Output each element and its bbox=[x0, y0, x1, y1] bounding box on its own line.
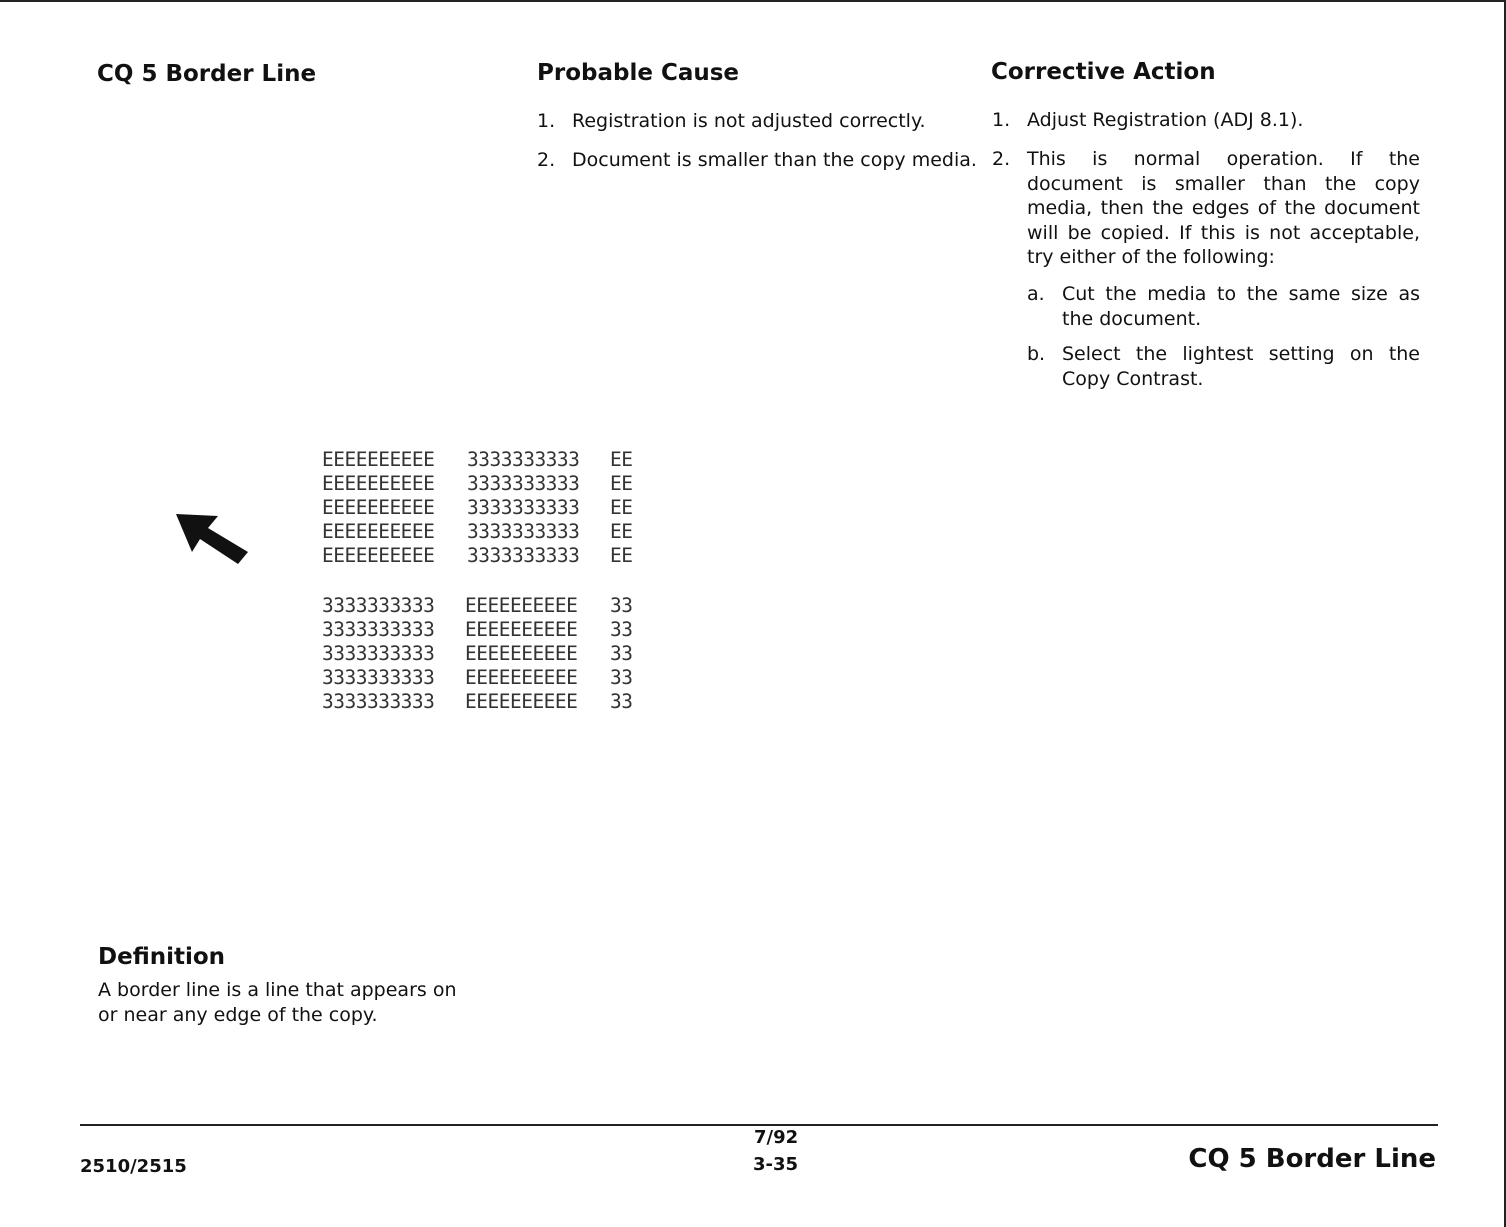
action-item-2-number: 2. bbox=[992, 148, 1011, 170]
sample-text: 3333333333 bbox=[322, 666, 435, 689]
definition-heading: Definition bbox=[98, 944, 226, 970]
sample-text: EE bbox=[610, 544, 633, 567]
action-subitem-a-letter: a. bbox=[1027, 283, 1045, 305]
sample-text: EEEEEEEEEE bbox=[322, 472, 435, 495]
cause-item-2-number: 2. bbox=[537, 149, 556, 171]
cause-item-1-text: Registration is not adjusted correctly. bbox=[572, 110, 926, 132]
sample-text: 3333333333 bbox=[322, 618, 435, 641]
definition-text: A border line is a line that appears on or near any edge of the copy. bbox=[98, 979, 457, 1026]
action-subitem-a-text: Cut the media to the same size as the document. bbox=[1062, 283, 1420, 330]
corrective-action-heading: Corrective Action bbox=[991, 59, 1216, 85]
sample-text: 3333333333 bbox=[467, 544, 580, 567]
cause-item-1 bbox=[537, 109, 957, 135]
sample-text: 3333333333 bbox=[467, 472, 580, 495]
sample-text: 3333333333 bbox=[467, 520, 580, 543]
page-border-top bbox=[0, 0, 1506, 2]
footer-model-number: 2510/2515 bbox=[80, 1156, 187, 1177]
sample-text: 3333333333 bbox=[467, 448, 580, 471]
action-item-1-number: 1. bbox=[992, 109, 1011, 131]
sample-text: EE bbox=[610, 496, 633, 519]
sample-text: 33 bbox=[610, 690, 633, 713]
sample-text: EEEEEEEEEE bbox=[465, 618, 578, 641]
action-item-1 bbox=[992, 108, 1422, 134]
action-subitem-b-text: Select the lightest setting on the Copy Contrast. bbox=[1062, 343, 1420, 390]
sample-text: 3333333333 bbox=[322, 594, 435, 617]
action-item-2-text: This is normal operation. If the document is smaller than the copy media, then the edges of the document will be copied. If this is not acceptable, try either of the following: bbox=[1027, 148, 1420, 268]
cause-item-2-text: Document is smaller than the copy media. bbox=[572, 149, 977, 171]
sample-text: 3333333333 bbox=[467, 496, 580, 519]
probable-cause-heading: Probable Cause bbox=[537, 60, 740, 86]
sample-text: EE bbox=[610, 448, 633, 471]
sample-text: EE bbox=[610, 472, 633, 495]
sample-text: EEEEEEEEEE bbox=[465, 690, 578, 713]
footer-page-number: 3-35 bbox=[753, 1154, 799, 1175]
sample-text: 3333333333 bbox=[322, 690, 435, 713]
sample-text: 33 bbox=[610, 594, 633, 617]
page-title: CQ 5 Border Line bbox=[97, 61, 317, 87]
sample-text: EEEEEEEEEE bbox=[322, 544, 435, 567]
sample-text: 33 bbox=[610, 618, 633, 641]
sample-text: EEEEEEEEEE bbox=[465, 642, 578, 665]
sample-text: EE bbox=[610, 520, 633, 543]
sample-text: 3333333333 bbox=[322, 642, 435, 665]
sample-copy-image bbox=[322, 448, 652, 718]
sample-text: 33 bbox=[610, 642, 633, 665]
cause-item-2 bbox=[537, 148, 977, 174]
action-item-2 bbox=[992, 147, 1422, 272]
sample-text: EEEEEEEEEE bbox=[322, 496, 435, 519]
sample-text: EEEEEEEEEE bbox=[322, 520, 435, 543]
sample-text: EEEEEEEEEE bbox=[465, 594, 578, 617]
action-subitem-b-letter: b. bbox=[1027, 343, 1046, 365]
sample-text: EEEEEEEEEE bbox=[465, 666, 578, 689]
action-subitem-b bbox=[1027, 342, 1427, 394]
footer-section-title: CQ 5 Border Line bbox=[1188, 1144, 1436, 1174]
arrow-pointer-icon bbox=[172, 508, 252, 568]
action-subitem-a bbox=[1027, 282, 1427, 334]
sample-text: EEEEEEEEEE bbox=[322, 448, 435, 471]
footer-rule bbox=[80, 1124, 1438, 1126]
cause-item-1-number: 1. bbox=[537, 110, 556, 132]
action-item-1-text: Adjust Registration (ADJ 8.1). bbox=[1027, 109, 1304, 131]
footer-date: 7/92 bbox=[754, 1127, 799, 1148]
sample-text: 33 bbox=[610, 666, 633, 689]
